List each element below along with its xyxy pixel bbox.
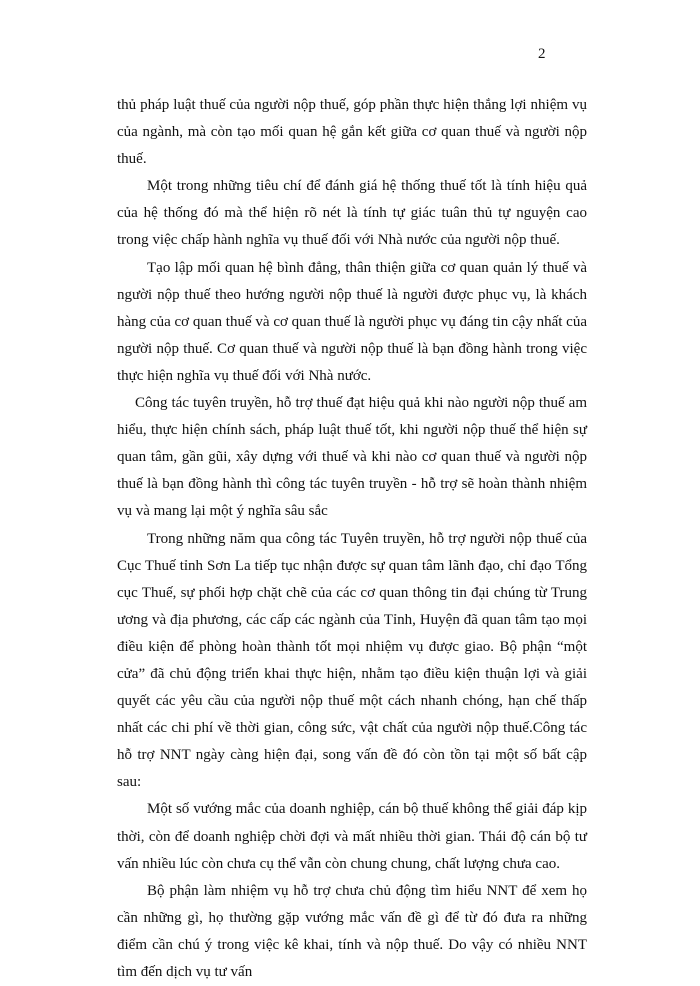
paragraph-continuation: thủ pháp luật thuế của người nộp thuế, góp phần thực hiện thắng lợi nhiệm vụ của ngành, mà còn tạo mối quan hệ gắn kết giữa cơ quan thuế và người nộp thuế. (117, 97, 587, 168)
paragraph-support-unit: Bộ phận làm nhiệm vụ hỗ trợ chưa chủ động tìm hiểu NNT để xem họ cần những gì, họ thường gặp vướng mắc vấn đề gì để từ đó đưa ra những điểm cần chú ý trong việc kê khai, tính và nộp thuế. Do vậy có nhiều NNT tìm đến dịch vụ tư vấn (117, 882, 587, 980)
paragraph-tax-system-criteria: Một trong những tiêu chí để đánh giá hệ thống thuế tốt là tính hiệu quả của hệ thống đó mà thể hiện rõ nét là tính tự giác tuân thủ tự nguyện cao trong việc chấp hành nghĩa vụ thuế đối với Nhà nước của người nộp thuế. (117, 178, 587, 249)
paragraph-problems: Một số vướng mắc của doanh nghiệp, cán bộ thuế không thể giải đáp kịp thời, còn để doanh nghiệp chời đợi và mất nhiều thời gian. Thái độ cán bộ tư vấn nhiều lúc còn chưa cụ thể vẫn còn chung chung, chất lượng chưa cao. (117, 801, 587, 872)
paragraph-equal-relationship: Tạo lập mối quan hệ bình đẳng, thân thiện giữa cơ quan quản lý thuế và người nộp thuế theo hướng người nộp thuế là người được phục vụ, là khách hàng của cơ quan thuế và cơ quan thuế là người phục vụ đáng tin cậy nhất của người nộp thuế. Cơ quan thuế và người nộp thuế là bạn đồng hành trong việc thực hiện nghĩa vụ thuế đối với Nhà nước. (117, 259, 587, 384)
document-body (117, 92, 587, 986)
paragraph-son-la-tax-department: Trong những năm qua công tác Tuyên truyền, hỗ trợ người nộp thuế của Cục Thuế tỉnh Sơn La tiếp tục nhận được sự quan tâm lãnh đạo, chỉ đạo Tổng cục Thuế, sự phối hợp chặt chẽ của các cơ quan thông tin đại chúng từ Trung ương và địa phương, các cấp các ngành của Tỉnh, Huyện đã quan tâm tạo mọi điều kiện để phòng hoàn thành tốt mọi nhiệm vụ được giao. Bộ phận “một cửa” đã chủ động triển khai thực hiện, nhằm tạo điều kiện thuận lợi và giải quyết các yêu cầu của người nộp thuế một cách nhanh chóng, hạn chế thấp nhất các chi phí về thời gian, công sức, vật chất của người nộp thuế.Công tác hỗ trợ NNT ngày càng hiện đại, song vấn đề đó còn tồn tại một số bất cập sau: (117, 530, 587, 791)
paragraph-propaganda-effectiveness: Công tác tuyên truyền, hỗ trợ thuế đạt hiệu quả khi nào người nộp thuế am hiểu, thực hiện chính sách, pháp luật thuế tốt, khi người nộp thuế thể hiện sự quan tâm, gần gũi, xây dựng với thuế và khi nào cơ quan thuế và người nộp thuế là bạn đồng hành thì công tác tuyên truyền - hỗ trợ sẽ hoàn thành nhiệm vụ và mang lại một ý nghĩa sâu sắc (117, 395, 587, 520)
page-number: 2 (538, 46, 546, 62)
